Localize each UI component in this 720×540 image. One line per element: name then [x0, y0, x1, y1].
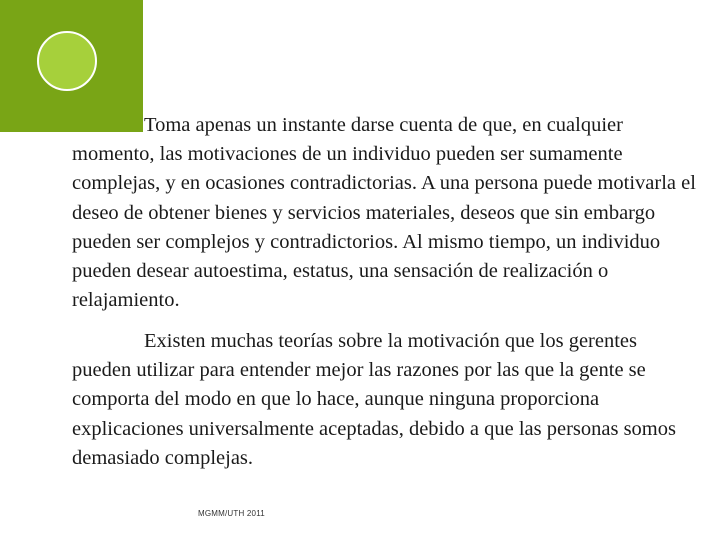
slide-footer: MGMM/UTH 2011 — [198, 509, 265, 518]
circle-decoration — [37, 31, 97, 91]
paragraph-theories: Existen muchas teorías sobre la motivación que los gerentes pueden utilizar para entender mejor las razones por las que la gente se comporta del modo en que lo hace, aunque ninguna proporciona explicaciones universalmente aceptadas, debido a que las personas somos demasiado complejas. — [72, 330, 676, 469]
paragraph-motivations: Toma apenas un instante darse cuenta de que, en cualquier momento, las motivaciones de un individuo pueden ser sumamente complejas, y en ocasiones contradictorias. A una persona puede motivarla el deseo de obtener bienes y servicios materiales, deseos que sin embargo pueden ser complejos y contradictorios. Al mismo tiempo, un individuo pueden desear autoestima, estatus, una sensación de realización o relajamiento. — [72, 114, 696, 312]
